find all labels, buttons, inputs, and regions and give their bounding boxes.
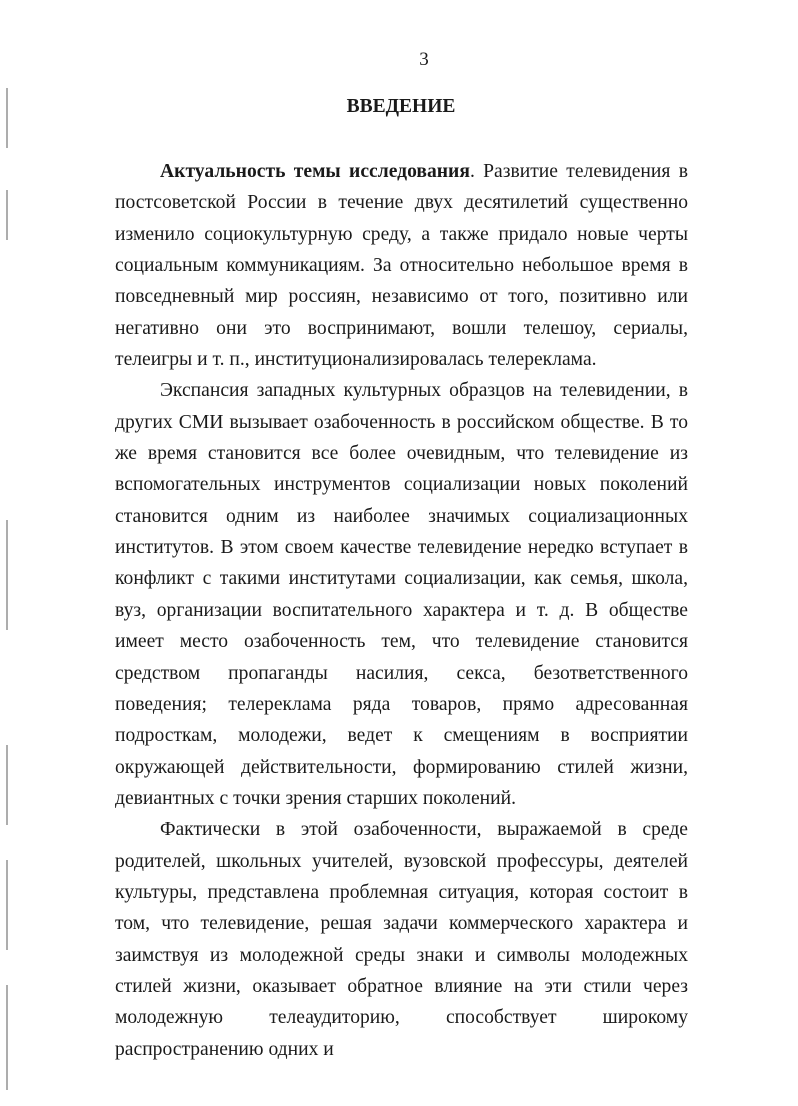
scan-mark [6, 190, 8, 240]
paragraph-3 [115, 814, 688, 1065]
section-heading [0, 94, 798, 120]
paragraph-lead: Актуальность темы исследования [160, 161, 470, 182]
body-text [115, 156, 688, 1065]
scan-mark [6, 520, 8, 630]
paragraph-text: . Развитие телевидения в постсоветской России в течение двух десятилетий существенно изменило социокультурную среду, а также придало новые черты социальным коммуникациям. За относительно небольшое время в повседневный мир россиян, независимо от того, позитивно или негативно они это воспринимают, вошли телешоу, сериалы, телеигры и т. п., институционализировалась телереклама. [115, 161, 688, 371]
scan-margin-marks [0, 0, 20, 1106]
section-heading-text: ВВЕДЕНИЕ [346, 96, 456, 117]
paragraph-2 [115, 375, 688, 814]
scan-mark [6, 860, 8, 950]
paragraph-text: Фактически в этой озабоченности, выражаемой в среде родителей, школьных учителей, вузовской профессуры, деятелей культуры, представлена проблемная ситуация, которая состоит в том, что телевидение, решая задачи коммерческого характера и заимствуя из молодежной среды знаки и символы молодежных стилей жизни, оказывает обратное влияние на эти стили через молодежную телеаудиторию, способствует широкому распространению одних и [115, 819, 688, 1060]
scan-mark [6, 985, 8, 1090]
page-number: 3 [419, 49, 429, 70]
paragraph-1 [115, 156, 688, 375]
paragraph-text: Экспансия западных культурных образцов на телевидении, в других СМИ вызывает озабоченность в российском обществе. В то же время становится все более очевидным, что телевидение из вспомогательных инструментов социализации новых поколений становится одним из наиболее значимых социализационных институтов. В этом своем качестве телевидение нередко вступает в конфликт с такими институтами социализации, как семья, школа, вуз, организации воспитательного характера и т. д. В обществе имеет место озабоченность тем, что телевидение становится средством пропаганды насилия, секса, безответственного поведения; телереклама ряда товаров, прямо адресованная подросткам, молодежи, ведет к смещениям в восприятии окружающей действительности, формированию стилей жизни, девиантных с точки зрения старших поколений. [115, 380, 688, 809]
scan-mark [6, 745, 8, 825]
